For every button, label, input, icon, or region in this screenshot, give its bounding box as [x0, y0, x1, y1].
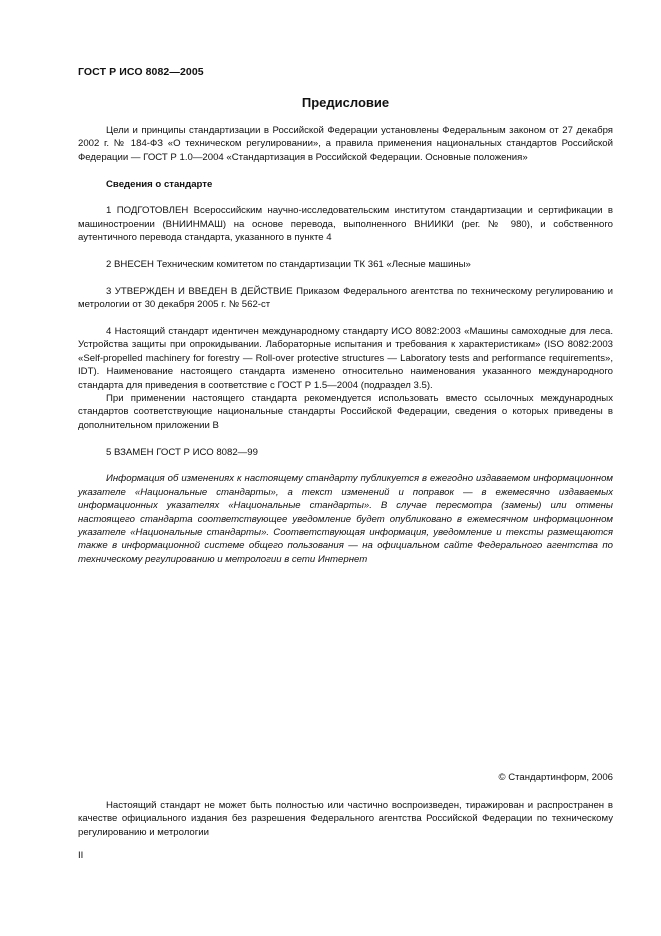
item-5-replaces: 5 ВЗАМЕН ГОСТ Р ИСО 8082—99: [106, 446, 258, 458]
item-2-introduced: 2 ВНЕСЕН Техническим комитетом по стандартизации ТК 361 «Лесные машины»: [106, 259, 471, 271]
document-page: [78, 0, 613, 936]
item-4-note: При применении настоящего стандарта рекомендуется использовать вместо ссылочных международных стандартов соответствующие национальные стандарты Российской Федерации, сведения о которых приведены в дополнительном приложении В: [78, 393, 613, 431]
change-info-notice: Информация об изменениях к настоящему стандарту публикуется в ежегодно издаваемом информационном указателе «Национальные стандарты», а текст изменений и поправок — в ежемесячно издаваемых информационных указателях «Национальные стандарты». В случае пересмотра (замены) или отмены настоящего стандарта соответствующее уведомление будет опубликовано в ежемесячном информационном указателе «Национальные стандарты». Соответствующая информация, уведомление и тексты размещаются также в информационной системе общего пользования — на официальном сайте Федерального агентства по техническому регулированию и метрологии в сети Интернет: [78, 473, 613, 565]
standard-info-subheading: Сведения о стандарте: [106, 178, 213, 190]
item-1-prepared: 1 ПОДГОТОВЛЕН Всероссийским научно-исследовательским институтом стандартизации и сертификации в машиностроении (ВНИИНМАШ) на основе перевода, выполненного ВНИИКИ (рег. № 980), и собственного аутентичного перевода стандарта, указанного в пункте 4: [78, 205, 613, 244]
copyright-line: © Стандартинформ, 2006: [498, 772, 613, 783]
intro-paragraph: Цели и принципы стандартизации в Российской Федерации установлены Федеральным законом от 27 декабря 2002 г. № 184-ФЗ «О техническом регулировании», а правила применения национальных стандартов Российской Федерации — ГОСТ Р 1.0—2004 «Стандартизация в Российской Федерации. Основные положения»: [78, 125, 613, 163]
reproduction-notice-text: Настоящий стандарт не может быть полностью или частично воспроизведен, тиражирован и распространен в качестве официального издания без разрешения Федерального агентства Российской Федерации по техническому регулированию и метрологии: [78, 800, 613, 838]
page-number: II: [78, 850, 84, 861]
item-4-identical: 4 Настоящий стандарт идентичен международному стандарту ИСО 8082:2003 «Машины самоходные для леса. Устройства защиты при опрокидывании. Лабораторные испытания и требования к характеристикам» (ISO 8082:2003 «Self-propelled machinery for forestry — Roll-over protective structures — Laboratory tests and performance requirements», IDT). Наименование настоящего стандарта изменено относительно наименования указанного международного стандарта для приведения в соответствие с ГОСТ Р 1.5—2004 (подраздел 3.5).: [78, 326, 613, 391]
foreword-body: [78, 124, 613, 566]
document-code-header: ГОСТ Р ИСО 8082—2005: [78, 66, 204, 78]
reproduction-notice: [78, 799, 613, 839]
page-title: Предисловие: [301, 95, 390, 110]
item-3-approved: 3 УТВЕРЖДЕН И ВВЕДЕН В ДЕЙСТВИЕ Приказом Федерального агентства по техническому регулированию и метрологии от 30 декабря 2005 г. № 562-ст: [78, 285, 613, 311]
